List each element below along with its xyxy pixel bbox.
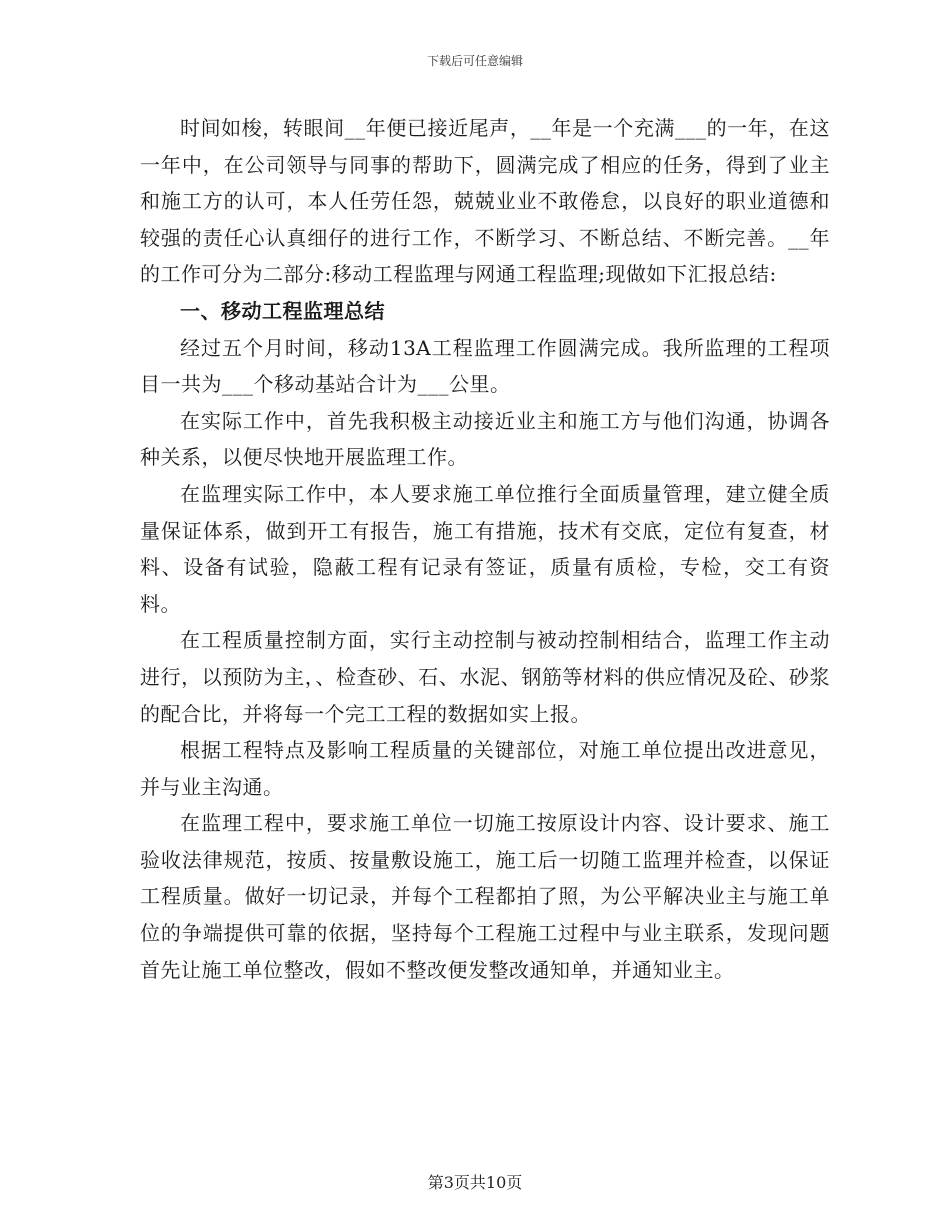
body-paragraph: 在实际工作中，首先我积极主动接近业主和施工方与他们沟通，协调各种关系，以便尽快地开展监理工作。 xyxy=(140,408,830,470)
header-note: 下载后可任意编辑 xyxy=(426,54,523,68)
intro-paragraph: 时间如梭，转眼间__年便已接近尾声，__年是一个充满___的一年，在这一年中，在公司领导与同事的帮助下，圆满完成了相应的任务，得到了业主和施工方的认可，本人任劳任怨，兢兢业业不敢倦怠，以良好的职业道德和较强的责任心认真细仔的进行工作，不断学习、不断总结、不断完善。__年的工作可分为二部分:移动工程监理与网通工程监理;现做如下汇报总结: xyxy=(140,116,830,287)
page-number: 第3页共10页 xyxy=(427,1173,523,1192)
body-paragraph: 在监理实际工作中，本人要求施工单位推行全面质量管理，建立健全质量保证体系，做到开工有报告，施工有措施，技术有交底，定位有复查，材料、设备有试验，隐蔽工程有记录有签证，质量有质检，专检，交工有资料。 xyxy=(140,481,830,616)
section-heading: 一、移动工程监理总结 xyxy=(180,298,385,323)
body-paragraph: 在工程质量控制方面，实行主动控制与被动控制相结合，监理工作主动进行，以预防为主，、检查砂、石、水泥、钢筋等材料的供应情况及砼、砂浆的配合比，并将每一个完工工程的数据如实上报。 xyxy=(140,628,830,726)
body-paragraph: 根据工程特点及影响工程质量的关键部位，对施工单位提出改进意见，并与业主沟通。 xyxy=(140,738,830,799)
document-body xyxy=(140,110,830,988)
body-paragraph: 经过五个月时间，移动13A工程监理工作圆满完成。我所监理的工程项目一共为___个移动基站合计为___公里。 xyxy=(140,335,830,397)
body-paragraph: 在监理工程中，要求施工单位一切施工按原设计内容、设计要求、施工验收法律规范，按质、按量敷设施工，施工后一切随工监理并检查，以保证工程质量。做好一切记录，并每个工程都拍了照，为公平解决业主与施工单位的争端提供可靠的依据，坚持每个工程施工过程中与业主联系，发现问题首先让施工单位整改，假如不整改便发整改通知单，并通知业主。 xyxy=(140,811,830,982)
